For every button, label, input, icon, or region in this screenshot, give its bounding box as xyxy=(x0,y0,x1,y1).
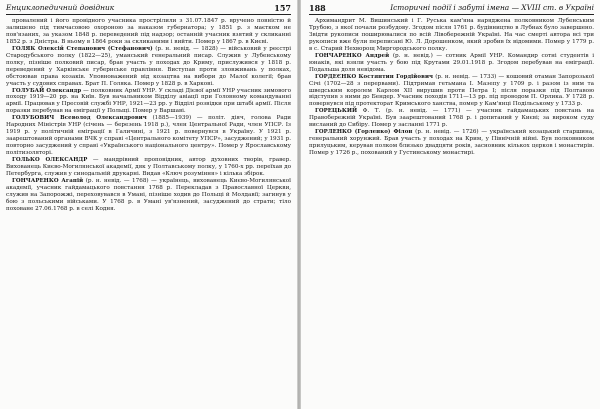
entry-paragraph xyxy=(6,178,291,213)
left-page-number: 157 xyxy=(274,3,291,13)
entry-text: (р. н. невід.) — сотник Армії УНР. Командир сотні студентів і юнаків, які взяли участь у бою під Крутами 29.01.1918 р. Згодом перебував на еміграції. Подальша доля невідома. xyxy=(309,52,594,73)
entry-text: — полковник Армії УНР. У складі Дієвої армії УНР учасник зимового походу 1919—20 рр. на Київ. Був начальником Відділу авіації при Головному командуванні армії. Працював у Пресовій службі УНР, 1921—23 рр. у Відділі розвідки при штабі армії. Після поразки перебував на еміграції у Польщі. Помер у Варшаві. xyxy=(6,87,291,115)
entry-text: (р. н. невід. — 1768) — українець, вихованець Києво-Могилянської академії, учасник гайдамацького повстання 1768 р. Перекладав з Православної Церкви, служив на Запорожжі, переховувався в Умані, пізніше ходив до Польщі й Молдавії; загинув у бою з польськими військами. У 1768 р. в Умані ув'язнений, засуджений до страти; тіло поховане 27.06.1768 р. в селі Кодня. xyxy=(6,177,291,212)
entry-paragraph xyxy=(6,115,291,157)
left-running-head xyxy=(6,2,291,15)
entry-paragraph xyxy=(309,74,594,109)
left-page xyxy=(0,0,297,409)
entry-paragraph xyxy=(6,18,291,46)
entry-paragraph xyxy=(309,129,594,157)
entry-paragraph xyxy=(6,46,291,88)
right-running-head xyxy=(309,2,594,15)
left-page-body xyxy=(6,18,291,213)
entry-headword: ГОЛЯК Олексій Степанович (Стефанович) xyxy=(12,45,153,52)
entry-headword: ГОНЧАРЕНКО Агапій xyxy=(12,177,84,184)
entry-text: (1885—1939) — політ. діяч, голова Ради Народних Міністрів УНР (січень — березень 1918 р.), член Центральної Ради, член УПСР. Із 1919 р. у політичній еміграції в Галичині, з 1921 р. повернувся в Україну. У 1921 р. заарештований органами ВЧК у справі «Центрального комітету УПСР», засуджений; у 1931 р. повторно засуджений у справі «Українського національного центру». Помер у Ярославському політизоляторі. xyxy=(6,115,292,157)
entry-text: (р. н. невід. — 1733) — кошовий отаман Запорозької Січі (1702—28 з перервами). Підтримав гетьмана І. Мазепу у 1709 р. і разом із ним та шведським королем Карлом XII вирушив проти Петра I; після поразки під Полтавою відступив з ними до Бендер. Учасник походів 1711—13 рр. під проводом П. Орлика. У 1728 р. повернувся під протекторат Кримського ханства, помер у Кам'янці Подільському у 1733 р. xyxy=(309,73,595,108)
entry-paragraph xyxy=(6,157,291,178)
entry-text: (р. н. невід. — 1828) — військовий у реєстрі Стародубського полку (1822—25), уманський генеральний писар. Служив у Лубенському полку, пізніше полковий писар, брав участь у походах до Криму, прислужився у 1818 р. переведений у Харківське губернське правління. Виступав проти зловживань у полках, обстоював права козаків. Уповноважений від козацтва на вибори до Малої колегії; брав участь у судових справах. Брат П. Голяка. Помер у 1828 р. в Харкові. xyxy=(6,45,292,87)
right-running-title: Історичні події і забуті імена — XVIII ст. в Україні xyxy=(390,3,594,12)
entry-headword: ГОЛУБАЙ Олександр xyxy=(12,87,82,94)
entry-headword: ГОЛУБОВИЧ Всеволод Олександрович xyxy=(12,115,147,122)
entry-headword: ГОРЛЕНКО (Горленко) Філон xyxy=(315,129,413,136)
entry-headword: ГОЛЬКО ОЛЕКСАНДР xyxy=(12,157,88,164)
entry-headword: ГОНЧАРЕНКО Андрей xyxy=(315,52,390,59)
right-page-body xyxy=(309,18,594,157)
right-page xyxy=(301,0,600,409)
entry-headword: ГОРЕЦЬКИЙ xyxy=(315,108,358,115)
entry-text: (р. н. невід. — 1726) — український козацький старшина, генеральний хорунжий. Брав участь у походах на Крим, у Північній війні. Був полковником прилуцьким, керував полком близько двадцяти років, засновник кількох церков і монастирів. Помер у 1726 р., похований у Густинському монастирі. xyxy=(309,129,594,157)
entry-paragraph xyxy=(309,18,594,53)
entry-text: — мандрівний проповідник, автор духовних творів, гравер. Вихованець Києво-Могилянської академії, дяк у Полтавському полку, у 1760-х рр. переїхав до Петербурга, служив у синодальній друкарні. Видав «Ключ розуміння» і кілька збірок. xyxy=(6,157,292,177)
entry-paragraph xyxy=(6,88,291,116)
entry-text: Ф. Т. (р. н. невід. — 1771) — учасник гайдамацьких повстань на Правобережній Україні. Був заарештований 1768 р. і допитаний у Києві; за вироком суду висланий до Сибіру. Помер у засланні 1771 р. xyxy=(309,108,595,129)
entry-text: провалений і його провідного учасника прострілили з 31.07.1847 р. вручено повністю й залишено під тимчасовою охороною за наказом губернатора; у 1851 р. з маєтком не пов'язаних, за указом 1848 р. переведений під надзор; останній учасник взятий у скликанні 1852 р. з Дністра. В ньому в 1864 роки за скликаними і вийти. Помер у 1867 р. в Києві. xyxy=(6,18,291,45)
left-running-title: Енциклопедичний довідник xyxy=(6,3,115,12)
entry-paragraph xyxy=(309,53,594,74)
entry-headword: ГОРДЕЄНКО Костянтин Гордійович xyxy=(315,73,434,80)
entry-text: Архимандрит М. Вишинський і Г. Руська кам'яна наряджена полковником Лубенським Трубою, з якої почали розбудову. Згодом після 1761 р. будівництво в Лубнах було завершено. Звідти рукописи поширювалися по всій Лівобережній Україні. На час смерті автора всі три рукописи вже були переписані Ю. Л. Дорошенком, який зробив їх відомими. Помер у 1779 р. в с. Старий Нехворощ Миргородського полку. xyxy=(309,18,594,52)
right-page-number: 188 xyxy=(309,3,326,13)
entry-paragraph xyxy=(309,108,594,129)
